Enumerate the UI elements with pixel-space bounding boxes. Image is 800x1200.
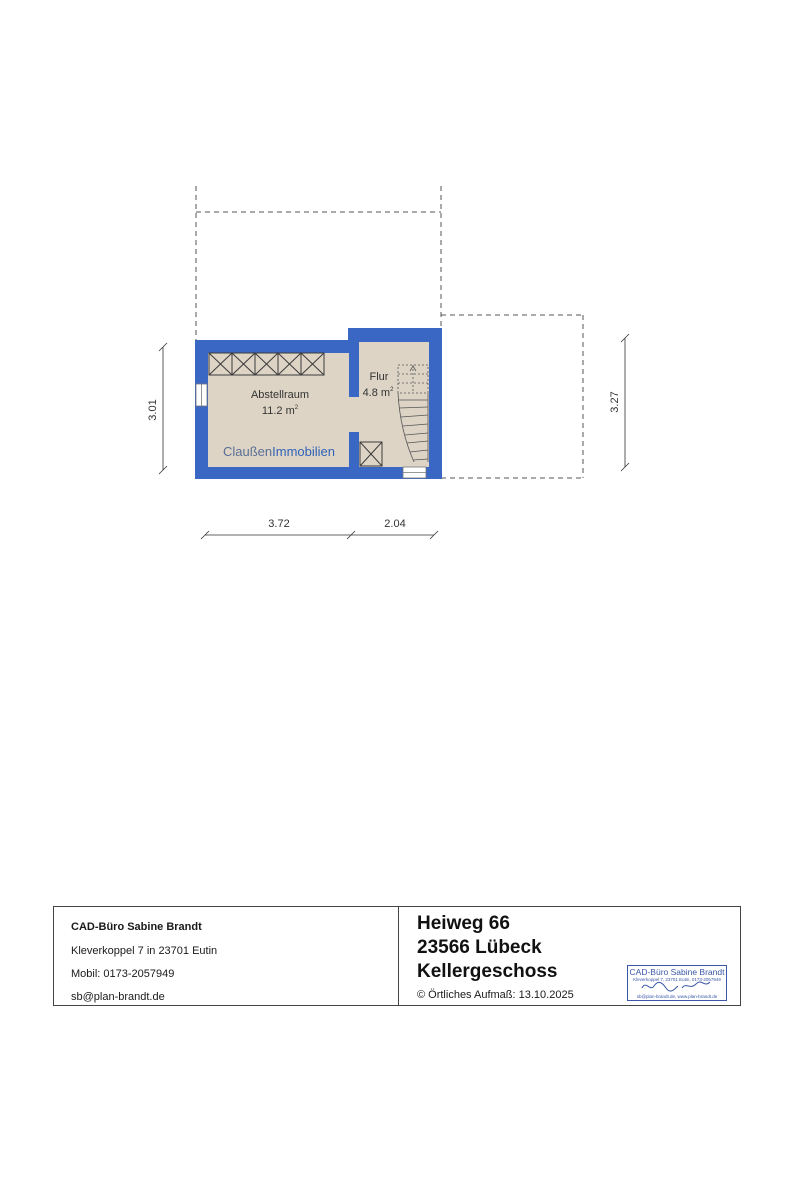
project-street: Heiweg 66 (417, 913, 510, 934)
bottom-opening (403, 467, 426, 478)
doorway-opening (347, 397, 361, 432)
title-block (53, 906, 741, 1006)
window-left (196, 384, 207, 406)
office-phone: Mobil: 0173-2057949 (71, 968, 175, 980)
room-area-storage: 11.2 $m^2$ (261, 405, 299, 417)
dimension-bottom-right-value: 2.04 (384, 518, 406, 530)
office-address: Kleverkoppel 7 in 23701 Eutin (71, 945, 218, 957)
office-email: sb@plan-brandt.de (71, 991, 165, 1003)
watermark-logo: ClaußenImmobilien (223, 444, 335, 459)
project-city: 23566 Lübeck (417, 937, 542, 958)
dimension-bottom (201, 531, 438, 539)
floor-name: Kellergeschoss (417, 961, 558, 982)
office-name: CAD-Büro Sabine Brandt (71, 921, 202, 933)
dimension-left (159, 343, 167, 474)
stamp-address: Kleverkoppel 7, 23701 Eutin, 0173-2057949 (633, 977, 721, 982)
room-floor-hall (359, 342, 429, 467)
room-name-hall: Flur (369, 371, 389, 383)
stamp-footer: sb@plan-brandt.de, www.plan-brandt.de (636, 994, 718, 999)
dimension-left-value: 3.01 (147, 399, 159, 421)
room-area-hall: 4.8 $m^2$ (362, 387, 394, 399)
signature (638, 978, 718, 994)
office-info (54, 907, 399, 1005)
office-stamp (627, 965, 727, 1001)
dimension-bottom-left-value: 3.72 (268, 518, 290, 530)
stamp-name: CAD-Büro Sabine Brandt (629, 967, 725, 977)
room-name-storage: Abstellraum (250, 389, 310, 401)
project-info (399, 907, 740, 1005)
survey-note: © Örtliches Aufmaß: 13.10.2025 (417, 989, 574, 1001)
dimension-right (621, 334, 629, 471)
dimension-right-value: 3.27 (609, 391, 621, 413)
